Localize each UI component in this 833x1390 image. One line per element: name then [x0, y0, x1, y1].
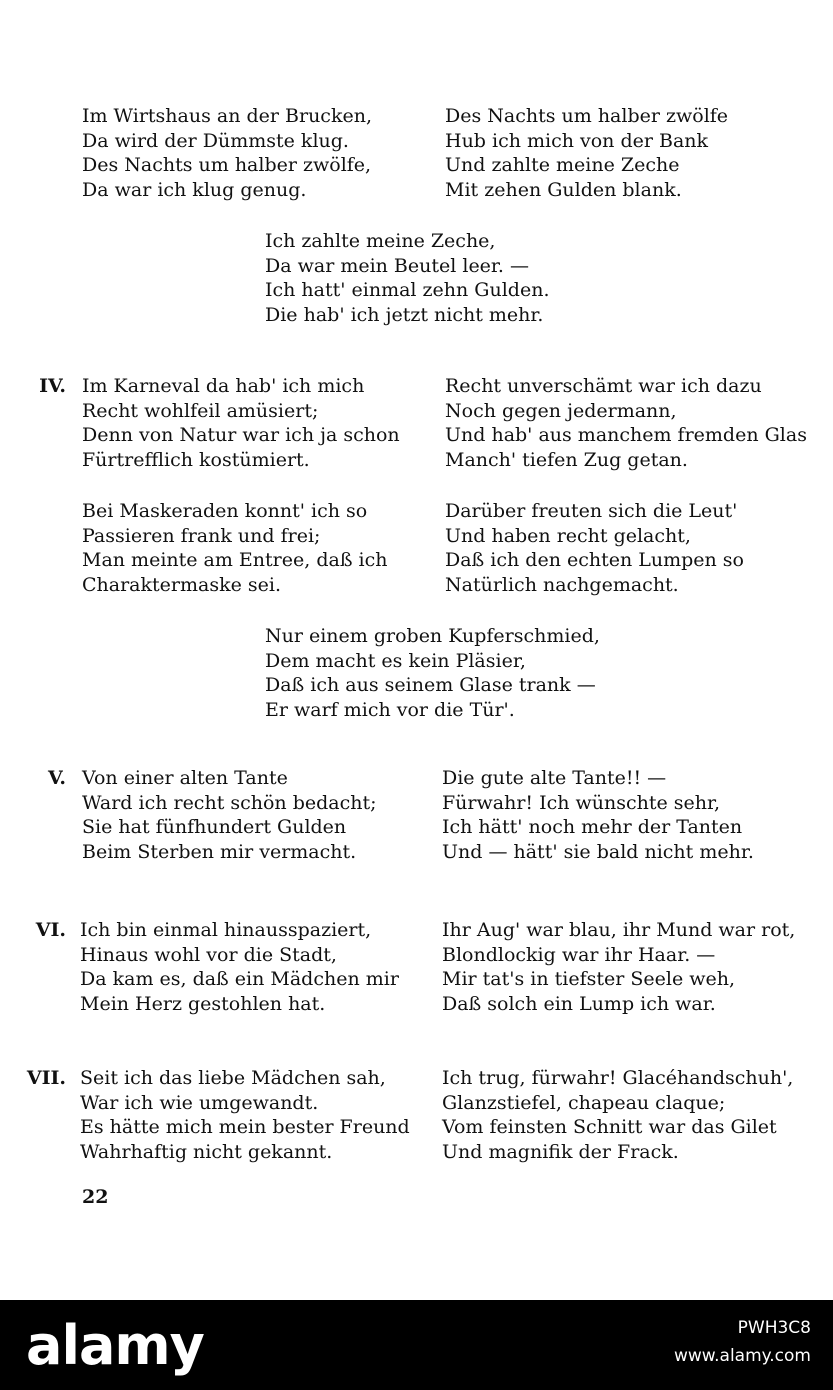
verse-line: Daß ich den echten Lumpen so: [445, 549, 744, 571]
verse-line: Sie hat fünfhundert Gulden: [82, 816, 347, 838]
verse-line: Wahrhaftig nicht gekannt.: [80, 1140, 333, 1163]
verse-line: Des Nachts um halber zwölfe: [445, 105, 729, 127]
verse-line: Und hab' aus manchem fremden Glas: [445, 424, 807, 446]
verse-line: Ich trug, fürwahr! Glacéhandschuh',: [442, 1067, 794, 1089]
verse-line: Er warf mich vor die Tür'.: [265, 698, 515, 721]
verse-line: Fürtrefflich kostümiert.: [82, 448, 310, 471]
verse-line: Glanzstiefel, chapeau claque;: [442, 1091, 726, 1114]
verse-line: Passieren frank und frei;: [82, 524, 321, 547]
verse-line: Da wird der Dümmste klug.: [82, 129, 349, 152]
verse-line: Natürlich nachgemacht.: [445, 573, 679, 596]
stanza-number: IV.: [39, 375, 66, 397]
verse-line: Ich bin einmal hinausspaziert,: [80, 919, 372, 941]
stanza-2: [445, 104, 728, 202]
verse-line: Da kam es, daß ein Mädchen mir: [80, 968, 399, 990]
stanza-11: [80, 918, 399, 1016]
verse-line: Seit ich das liebe Mädchen sah,: [80, 1067, 386, 1089]
verse-line: Und — hätt' sie bald nicht mehr.: [442, 840, 754, 863]
stanza-1: [82, 104, 372, 202]
stanza-3: [265, 229, 549, 327]
verse-line: Blondlockig war ihr Haar. —: [442, 943, 716, 966]
verse-line: Manch' tiefen Zug getan.: [445, 448, 688, 471]
page-number: 22: [82, 1186, 109, 1208]
stanza-10: [442, 766, 754, 864]
verse-line: Dem macht es kein Pläsier,: [265, 649, 526, 672]
verse-line: Mein Herz gestohlen hat.: [80, 992, 326, 1015]
stanza-number: V.: [47, 767, 66, 789]
verse-line: Nur einem groben Kupferschmied,: [265, 625, 600, 647]
verse-line: Da war ich klug genug.: [82, 178, 307, 201]
verse-line: Hub ich mich von der Bank: [445, 129, 709, 152]
verse-line: Recht unverschämt war ich dazu: [445, 375, 762, 397]
verse-line: Denn von Natur war ich ja schon: [82, 424, 400, 446]
verse-line: Die hab' ich jetzt nicht mehr.: [265, 303, 544, 326]
stanza-8: [265, 624, 600, 722]
verse-line: Fürwahr! Ich wünschte sehr,: [442, 791, 721, 814]
stanza-4: [82, 374, 400, 472]
stanza-7: [445, 499, 744, 597]
verse-line: Ich zahlte meine Zeche,: [265, 230, 496, 252]
alamy-logo: alamy: [26, 1314, 204, 1377]
verse-line: Ich hätt' noch mehr der Tanten: [442, 816, 743, 838]
verse-line: Daß solch ein Lump ich war.: [442, 992, 716, 1015]
verse-line: Man meinte am Entree, daß ich: [82, 549, 388, 571]
verse-line: War ich wie umgewandt.: [80, 1091, 319, 1114]
verse-line: Im Wirtshaus an der Brucken,: [82, 105, 372, 127]
verse-line: Des Nachts um halber zwölfe,: [82, 154, 372, 176]
verse-line: Und magnifik der Frack.: [442, 1140, 679, 1163]
stanza-13: [80, 1066, 410, 1164]
verse-line: Es hätte mich mein bester Freund: [80, 1116, 410, 1138]
stanza-12: [442, 918, 795, 1016]
stanza-5: [445, 374, 807, 472]
verse-line: Im Karneval da hab' ich mich: [82, 375, 365, 397]
stanza-9: [82, 766, 377, 864]
verse-line: Hinaus wohl vor die Stadt,: [80, 943, 337, 966]
verse-line: Beim Sterben mir vermacht.: [82, 840, 357, 863]
verse-line: Ward ich recht schön bedacht;: [82, 791, 377, 814]
verse-line: Und zahlte meine Zeche: [445, 154, 680, 176]
verse-line: Mir tat's in tiefster Seele weh,: [442, 968, 736, 990]
verse-line: Da war mein Beutel leer. —: [265, 254, 530, 277]
verse-line: Ihr Aug' war blau, ihr Mund war rot,: [442, 919, 796, 941]
verse-line: Ich hatt' einmal zehn Gulden.: [265, 279, 550, 301]
image-id: PWH3C8: [737, 1318, 811, 1338]
stanza-number: VII.: [26, 1067, 66, 1089]
stanza-6: [82, 499, 388, 597]
verse-line: Noch gegen jedermann,: [445, 399, 677, 422]
stanza-14: [442, 1066, 793, 1164]
verse-line: Bei Maskeraden konnt' ich so: [82, 500, 368, 522]
verse-line: Die gute alte Tante!! —: [442, 767, 667, 789]
verse-line: Vom feinsten Schnitt war das Gilet: [442, 1116, 777, 1138]
verse-line: Von einer alten Tante: [82, 767, 288, 789]
verse-line: Und haben recht gelacht,: [445, 524, 691, 547]
verse-line: Mit zehen Gulden blank.: [445, 178, 682, 201]
verse-line: Daß ich aus seinem Glase trank —: [265, 674, 596, 696]
verse-line: Darüber freuten sich die Leut': [445, 500, 738, 522]
site-url: www.alamy.com: [673, 1346, 811, 1366]
verse-line: Recht wohlfeil amüsiert;: [82, 399, 319, 422]
watermark-banner: [0, 1300, 833, 1390]
verse-line: Charaktermaske sei.: [82, 573, 281, 596]
stanza-number: VI.: [35, 919, 66, 941]
